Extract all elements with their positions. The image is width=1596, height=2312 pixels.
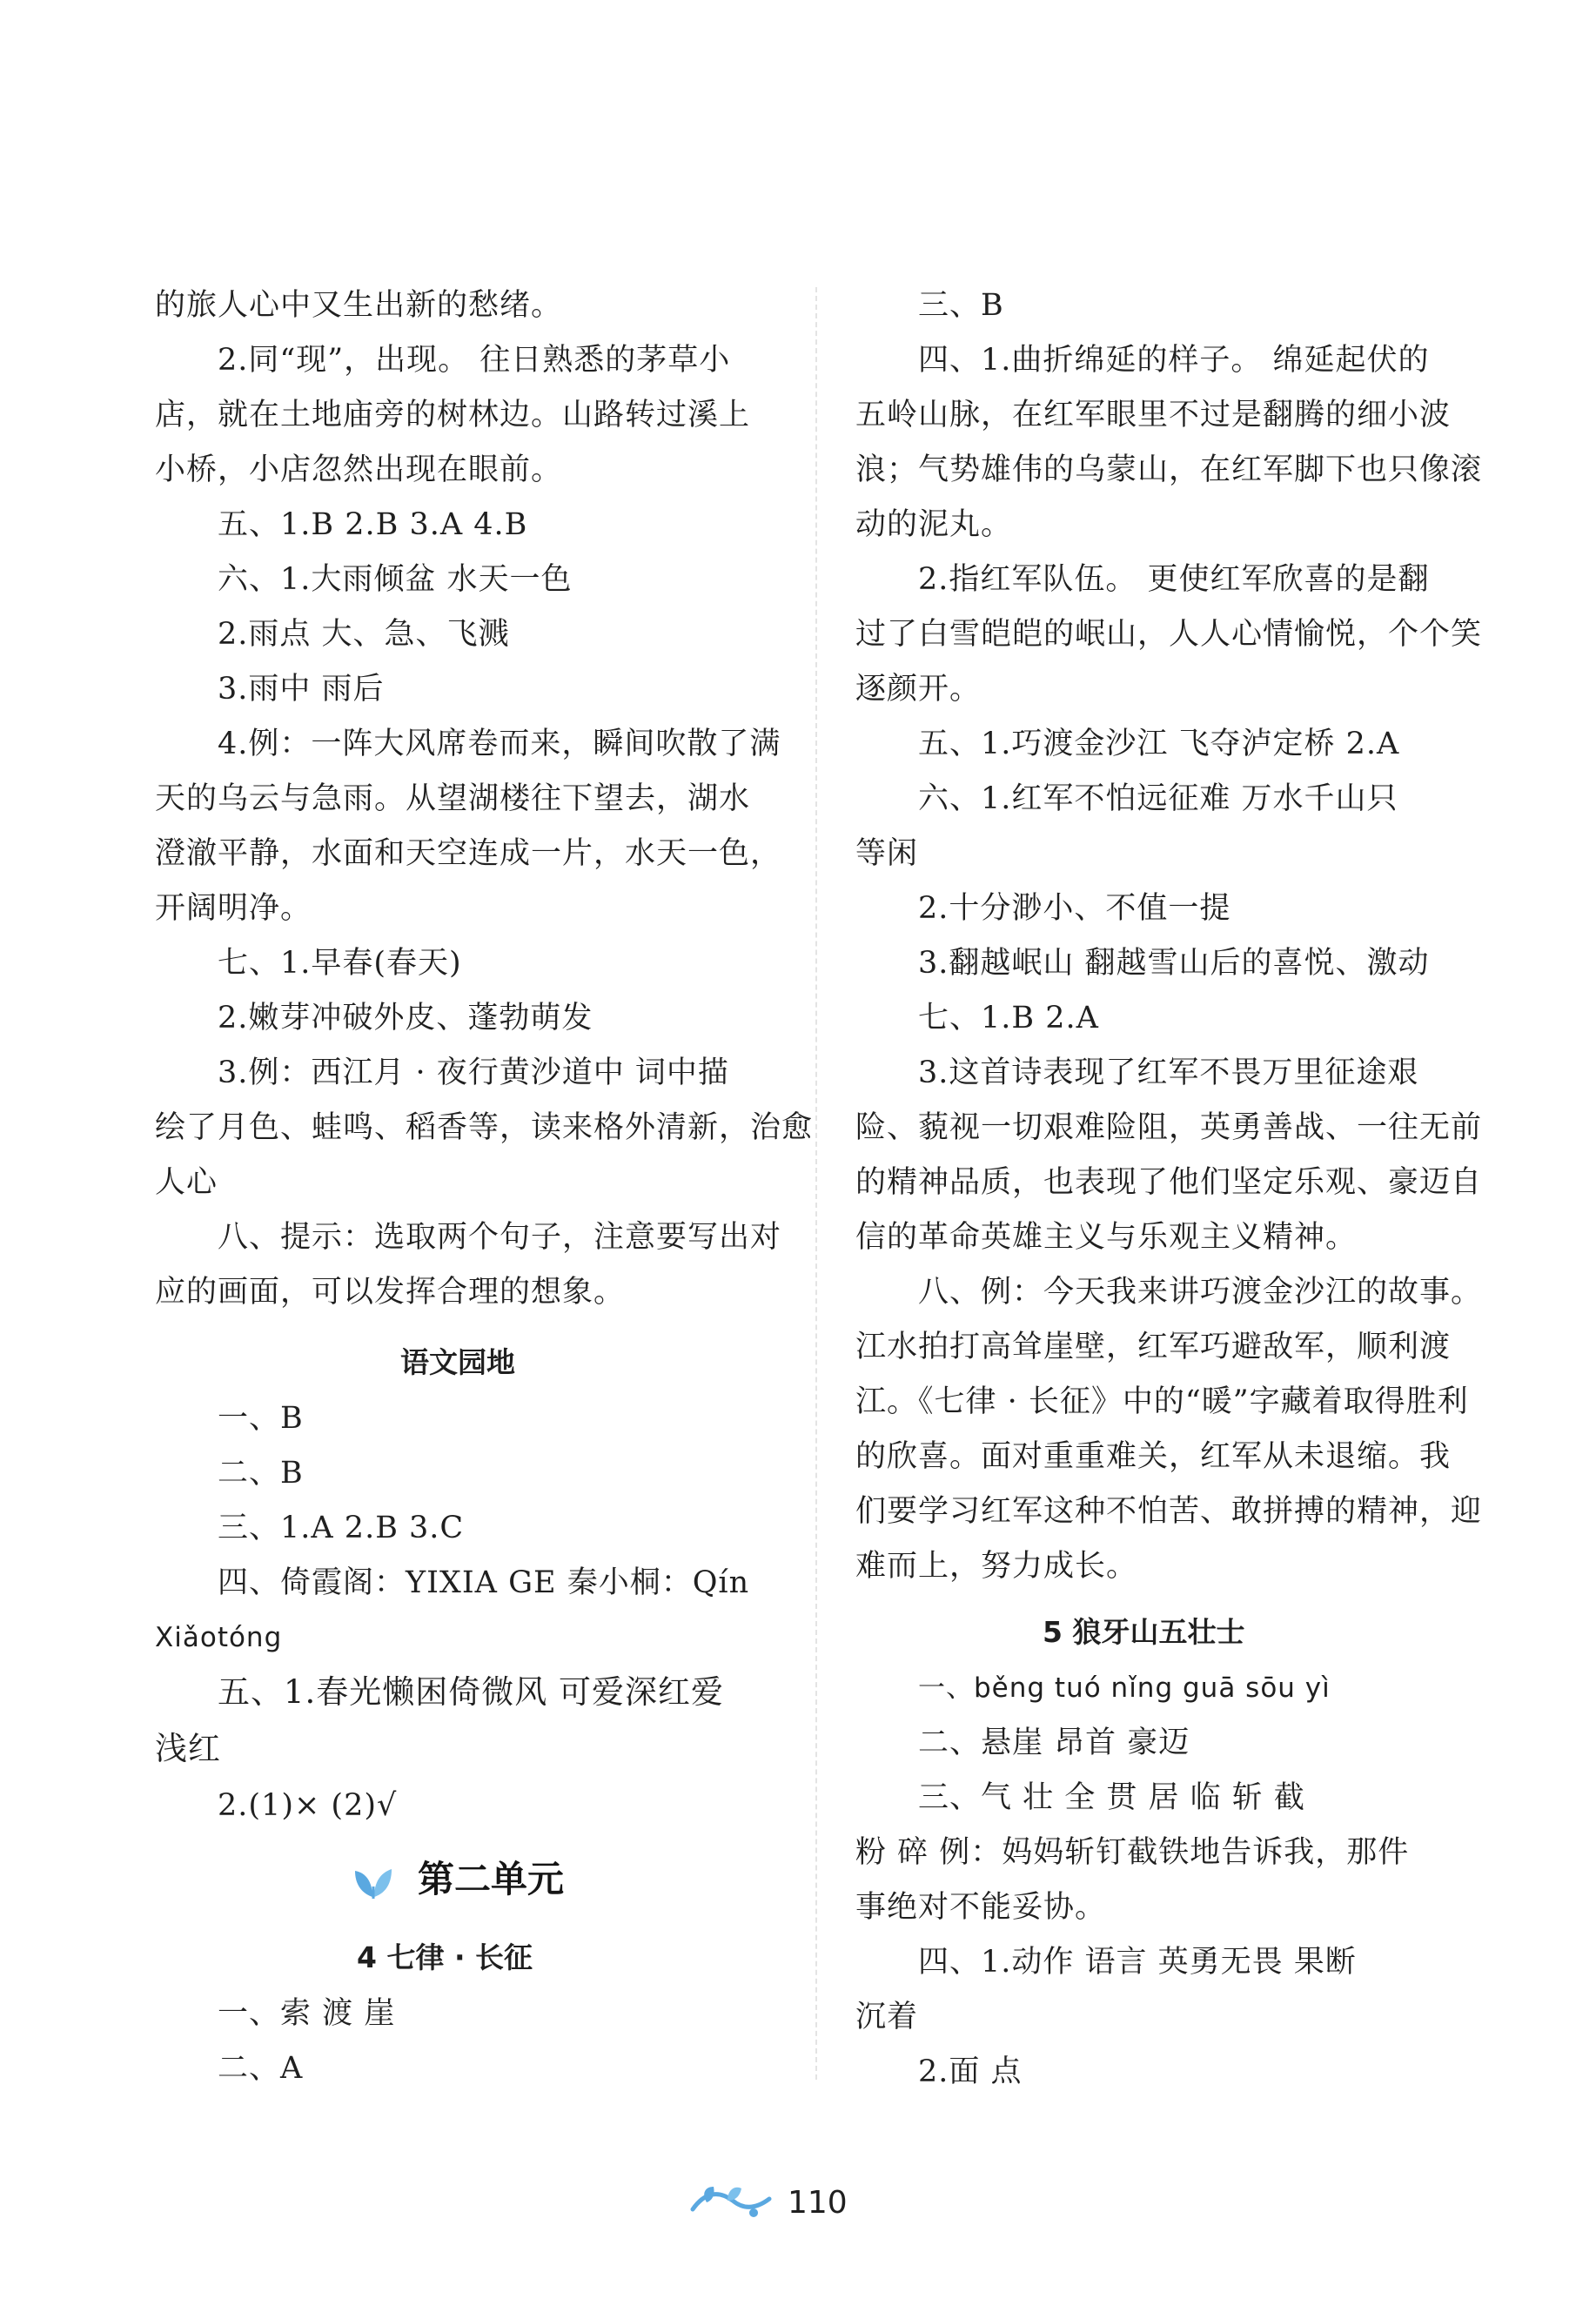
lesson-heading: 5 狼牙山五壮士 (1043, 1615, 1245, 1649)
text-line: 2.雨点 大、急、飞溅 (218, 617, 510, 652)
text-line: 八、提示：选取两个句子，注意要写出对 (218, 1220, 782, 1255)
text-line: 五、1.B 2.B 3.A 4.B (218, 507, 528, 542)
text-line: 浪；气势雄伟的乌蒙山，在红军脚下也只像滚 (855, 452, 1483, 487)
text-line: 3.这首诗表现了红军不畏万里征途艰 (918, 1055, 1419, 1090)
text-line: 2.面 点 (918, 2054, 1023, 2089)
text-line: 一、B (218, 1401, 304, 1436)
text-line: 四、倚霞阁：YIXIA GE 秦小桐：Qín (218, 1565, 750, 1600)
leaf-icon (353, 1864, 393, 1900)
text-line: 难而上，努力成长。 (855, 1549, 1138, 1584)
text-line: 的欣喜。面对重重难关，红军从未退缩。我 (855, 1439, 1452, 1474)
text-line: 的精神品质，也表现了他们坚定乐观、豪迈自 (855, 1165, 1483, 1200)
text-line: 逐颜开。 (855, 672, 982, 707)
text-line: 浅红 (155, 1730, 221, 1767)
text-line: 一、索 渡 崖 (218, 1996, 396, 2031)
text-line: 3.例：西江月 · 夜行黄沙道中 词中描 (218, 1055, 729, 1090)
text-line: 六、1.红军不怕远征难 万水千山只 (918, 781, 1398, 816)
text-line: 2.嫩芽冲破外皮、蓬勃萌发 (218, 1001, 593, 1035)
text-line: 人心 (155, 1165, 218, 1200)
text-line: 3.翻越岷山 翻越雪山后的喜悦、激动 (918, 946, 1430, 981)
text-line: 二、B (218, 1456, 304, 1491)
text-line: 三、B (918, 288, 1004, 323)
lesson-heading: 4 七律 · 长征 (357, 1940, 533, 1974)
text-line: 绘了月色、蛙鸣、稻香等，读来格外清新，治愈 (155, 1110, 814, 1145)
text-line: 四、1.曲折绵延的样子。 绵延起伏的 (918, 343, 1430, 378)
section-heading: 语文园地 (400, 1345, 515, 1379)
text-line: 2.同“现”，出现。 往日熟悉的茅草小 (218, 343, 731, 378)
text-line: 天的乌云与急雨。从望湖楼往下望去，湖水 (155, 781, 751, 816)
page-decoration-icon (689, 2183, 773, 2222)
text-line: 七、1.早春(春天) (218, 946, 462, 981)
text-line: 澄澈平静，水面和天空连成一片，水天一色， (155, 836, 782, 871)
text-line: 粉 碎 例：妈妈斩钉截铁地告诉我，那件 (855, 1835, 1410, 1870)
text-line: 江水拍打高耸崖壁，红军巧避敌军，顺利渡 (855, 1330, 1452, 1364)
text-line: 一、běng tuó nǐng guā sōu yì (918, 1672, 1331, 1704)
text-line: 五、1.春光懒困倚微风 可爱深红爱 (218, 1673, 725, 1711)
text-line: 过了白雪皑皑的岷山，人人心情愉悦，个个笑 (855, 617, 1483, 652)
text-line: 七、1.B 2.A (918, 1001, 1099, 1035)
text-line: 等闲 (855, 836, 919, 871)
text-line: 3.雨中 雨后 (218, 672, 385, 707)
page-number: 110 (788, 2185, 848, 2221)
text-line: 动的泥丸。 (855, 507, 1013, 542)
text-line: 2.十分渺小、不值一提 (918, 891, 1231, 926)
text-line: 开阔明净。 (155, 891, 312, 926)
column-divider (815, 287, 817, 2080)
text-line: 店，就在土地庙旁的树林边。山路转过溪上 (155, 398, 751, 432)
text-line: 小桥，小店忽然出现在眼前。 (155, 452, 563, 487)
text-line: 二、悬崖 昂首 豪迈 (918, 1726, 1190, 1760)
unit-title: 第二单元 (418, 1858, 565, 1900)
text-line: 应的画面，可以发挥合理的想象。 (155, 1275, 626, 1310)
text-line: 五岭山脉，在红军眼里不过是翻腾的细小波 (855, 398, 1452, 432)
text-line: 们要学习红军这种不怕苦、敢拼搏的精神，迎 (855, 1494, 1483, 1529)
text-line: 四、1.动作 语言 英勇无畏 果断 (918, 1945, 1357, 1980)
text-line: 的旅人心中又生出新的愁绪。 (155, 288, 563, 323)
text-line: 江。《七律 · 长征》中的“暖”字藏着取得胜利 (855, 1384, 1469, 1419)
text-line: 2.(1)× (2)√ (218, 1788, 398, 1823)
text-line: 二、A (218, 2051, 304, 2086)
text-line: 五、1.巧渡金沙江 飞夺泸定桥 2.A (918, 727, 1400, 761)
text-line: 六、1.大雨倾盆 水天一色 (218, 562, 573, 597)
text-line: Xiǎotóng (155, 1622, 283, 1653)
text-line: 险、藐视一切艰难险阻，英勇善战、一往无前 (855, 1110, 1483, 1145)
text-line: 4.例：一阵大风席卷而来，瞬间吹散了满 (218, 727, 781, 761)
text-line: 八、例：今天我来讲巧渡金沙江的故事。 (918, 1275, 1483, 1310)
text-line: 事绝对不能妥协。 (855, 1890, 1107, 1925)
text-line: 三、1.A 2.B 3.C (218, 1511, 465, 1545)
text-line: 信的革命英雄主义与乐观主义精神。 (855, 1220, 1358, 1255)
text-line: 沉着 (855, 2000, 919, 2034)
text-line: 三、气 壮 全 贯 居 临 斩 截 (918, 1780, 1305, 1815)
text-line: 2.指红军队伍。 更使红军欣喜的是翻 (918, 562, 1430, 597)
